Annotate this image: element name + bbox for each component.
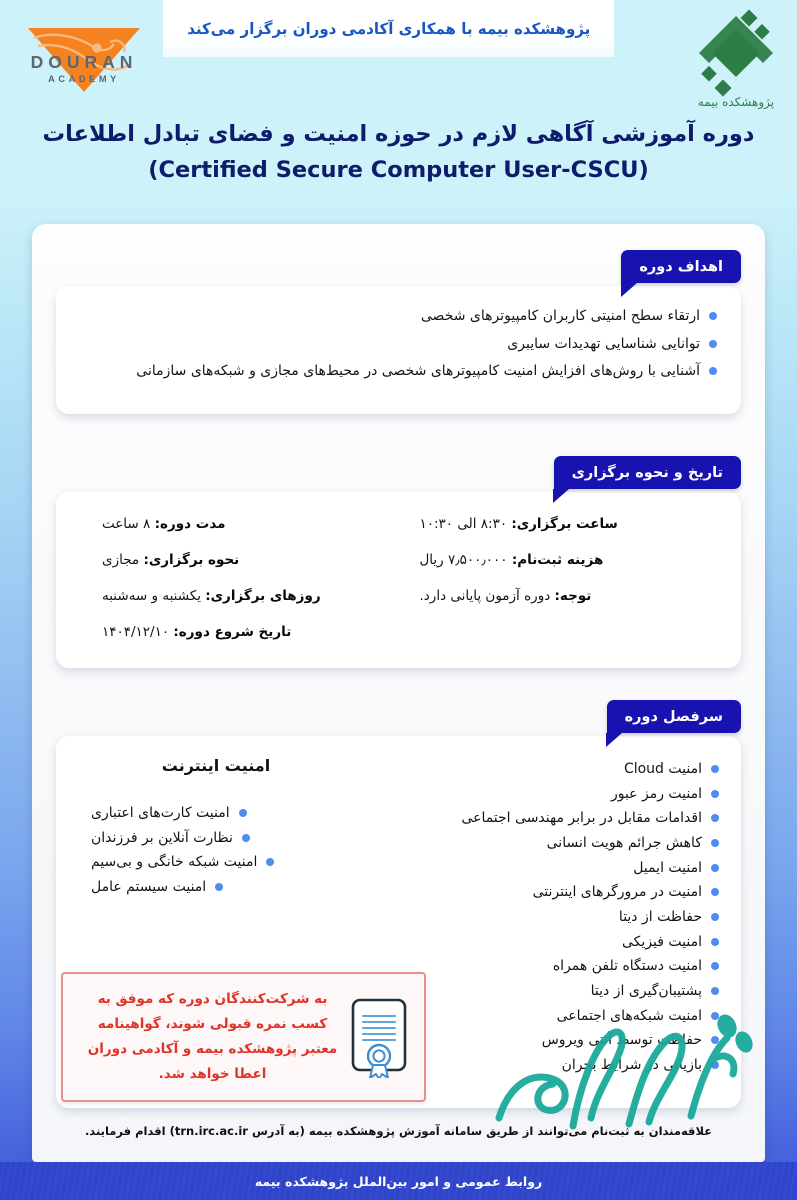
section-tab-syllabus: [607, 700, 741, 733]
internet-security-item: [91, 851, 274, 874]
schedule-right-column: [82, 516, 398, 668]
schedule-left-value: ۸:۳۰ الی ۱۰:۳۰: [419, 516, 512, 532]
bullet-dot-icon: [266, 858, 274, 866]
schedule-card: [56, 492, 741, 668]
syllabus-item-label: امنیت دستگاه تلفن همراه: [552, 958, 702, 975]
syllabus-item-label: امنیت Cloud: [623, 761, 702, 777]
objective-item: [421, 305, 717, 328]
syllabus-item-label: امنیت در مرورگرهای اینترنتی: [532, 884, 702, 901]
bullet-dot-icon: [215, 883, 223, 891]
poster-title: [0, 118, 797, 188]
syllabus-item: [624, 758, 719, 781]
schedule-right-row: [102, 588, 321, 604]
schedule-left-label: ساعت برگزاری:: [511, 516, 618, 532]
certificate-note-text: به شرکت‌کنندگان دوره که موفق به کسب نمره قبولی شوند، گواهینامه معتبر پژوهشکده بیمه و آکادمی دوران اعطا خواهد شد.: [87, 991, 338, 1082]
syllabus-item: [533, 881, 719, 904]
schedule-right-label: مدت دوره:: [154, 516, 226, 532]
section-tab-objectives: [621, 250, 741, 283]
schedule-left-column: [398, 516, 716, 668]
objective-item: [507, 333, 717, 356]
schedule-right-row: [102, 516, 225, 532]
schedule-right-label: نحوه برگزاری:: [143, 552, 240, 568]
objectives-list: [136, 305, 717, 383]
bullet-dot-icon: [709, 340, 717, 348]
schedule-right-label: روزهای برگزاری:: [205, 588, 321, 604]
bullet-dot-icon: [711, 987, 719, 995]
objective-item: [136, 360, 717, 383]
syllabus-item: [542, 1029, 719, 1052]
syllabus-item-label: حفاظت توسط آنتی ویروس: [541, 1032, 702, 1049]
internet-security-item: [91, 876, 223, 899]
certificate-note-box: [61, 972, 426, 1102]
syllabus-item: [557, 1005, 719, 1028]
bullet-dot-icon: [711, 839, 719, 847]
syllabus-item: [633, 857, 719, 880]
internet-security-item-label: امنیت سیستم عامل: [91, 879, 207, 896]
syllabus-item: [611, 783, 719, 806]
registration-note: علاقه‌مندان به ثبت‌نام می‌توانند از طریق سامانه آموزش پژوهشکده بیمه (به آدرس trn.irc.ac.ir) اقدام فرمایند.: [84, 1124, 713, 1138]
schedule-left-row: [420, 516, 618, 532]
title-line-persian: دوره آموزشی آگاهی لازم در حوزه امنیت و فضای تبادل اطلاعات: [42, 121, 755, 147]
syllabus-item-label: حفاظت از دیتا: [618, 909, 702, 926]
internet-security-item-label: امنیت کارت‌های اعتباری: [91, 805, 230, 821]
douran-wordmark: DOURAN: [30, 52, 138, 72]
syllabus-item: [619, 906, 719, 929]
schedule-right-row: [102, 552, 239, 568]
internet-security-heading: امنیت اینترنت: [161, 756, 271, 775]
schedule-right-label: تاریخ شروع دوره:: [173, 624, 292, 640]
syllabus-item: [461, 807, 719, 830]
academy-wordmark: ACADEMY: [48, 74, 120, 84]
bullet-dot-icon: [711, 1036, 719, 1044]
bullet-dot-icon: [711, 790, 719, 798]
schedule-left-row: [420, 588, 592, 604]
bullet-dot-icon: [242, 834, 250, 842]
schedule-left-label: توجه:: [554, 588, 592, 604]
syllabus-item-label: امنیت فیزیکی: [622, 933, 702, 950]
bullet-dot-icon: [711, 1012, 719, 1020]
bottom-bar: [0, 1162, 797, 1200]
objective-item-label: توانایی شناسایی تهدیدات سایبری: [507, 335, 700, 352]
bullet-dot-icon: [711, 913, 719, 921]
section-tab-syllabus-label: سرفصل دوره: [624, 708, 723, 725]
schedule-right-row: [102, 624, 291, 640]
internet-security-item: [91, 802, 247, 825]
section-tab-objectives-label: اهداف دوره: [639, 258, 723, 275]
schedule-left-value: ۷٫۵۰۰٫۰۰۰ ریال: [419, 552, 512, 568]
syllabus-item-label: پشتیبان‌گیری از دیتا: [590, 983, 702, 1000]
bullet-dot-icon: [239, 809, 247, 817]
schedule-right-value: ۸ ساعت: [102, 516, 155, 532]
bullet-dot-icon: [711, 962, 719, 970]
objective-item-label: ارتقاء سطح امنیتی کاربران کامپیوترهای شخصی: [420, 308, 700, 324]
internet-security-item-label: نظارت آنلاین بر فرزندان: [91, 829, 233, 846]
title-line-english: (Certified Secure Computer User-CSCU): [148, 156, 649, 183]
bullet-dot-icon: [709, 312, 717, 320]
bullet-dot-icon: [711, 765, 719, 773]
content-panel: [32, 224, 765, 1162]
irc-logo-caption: پژوهشکده بیمه: [697, 95, 775, 109]
syllabus-item-label: اقدامات مقابل در برابر مهندسی اجتماعی: [461, 810, 702, 827]
objective-item-label: آشنایی با روش‌های افزایش امنیت کامپیوترهای شخصی در محیط‌های مجازی و شبکه‌های سازمانی: [136, 363, 700, 380]
schedule-right-value: یکشنبه و سه‌شنبه: [102, 588, 206, 604]
schedule-right-value: مجازی: [102, 552, 144, 568]
syllabus-item-label: امنیت رمز عبور: [610, 785, 702, 802]
bullet-dot-icon: [709, 367, 717, 375]
poster-header: [0, 0, 797, 112]
banner-text: پژوهشکده بیمه با همکاری آکادمی دوران برگزار می‌کند: [186, 19, 591, 38]
bullet-dot-icon: [711, 938, 719, 946]
collaboration-banner: [163, 0, 614, 57]
syllabus-item: [553, 955, 719, 978]
bullet-dot-icon: [711, 888, 719, 896]
objectives-card: [56, 286, 741, 414]
syllabus-item: [547, 832, 719, 855]
section-tab-schedule: [554, 456, 741, 489]
syllabus-item-label: بازیابی در شرایط بحران: [561, 1057, 702, 1074]
internet-security-list: [91, 802, 341, 899]
syllabus-item: [591, 980, 719, 1003]
bullet-dot-icon: [711, 864, 719, 872]
syllabus-item: [562, 1054, 719, 1077]
internet-security-item-label: امنیت شبکه خانگی و بی‌سیم: [91, 854, 258, 871]
section-tab-schedule-label: تاریخ و نحوه برگزاری: [571, 464, 723, 481]
syllabus-item: [622, 931, 719, 954]
internet-security-item: [91, 827, 250, 850]
bullet-dot-icon: [711, 1061, 719, 1069]
syllabus-main-list: [461, 758, 719, 1077]
syllabus-item-label: کاهش جرائم هویت انسانی: [546, 835, 702, 852]
syllabus-item-label: امنیت شبکه‌های اجتماعی: [556, 1007, 702, 1024]
schedule-left-value: دوره آزمون پایانی دارد.: [419, 588, 555, 604]
certificate-icon: [348, 996, 410, 1078]
syllabus-item-label: امنیت ایمیل: [633, 859, 702, 876]
schedule-right-value: ۱۴۰۴/۱۲/۱۰: [102, 624, 174, 640]
schedule-left-row: [420, 552, 604, 568]
schedule-left-label: هزینه ثبت‌نام:: [511, 552, 604, 568]
douran-academy-logo: [14, 12, 154, 98]
bottom-bar-text: روابط عمومی و امور بین‌الملل پژوهشکده بیمه: [254, 1173, 543, 1189]
insurance-research-center-logo: [681, 2, 791, 114]
bullet-dot-icon: [711, 814, 719, 822]
